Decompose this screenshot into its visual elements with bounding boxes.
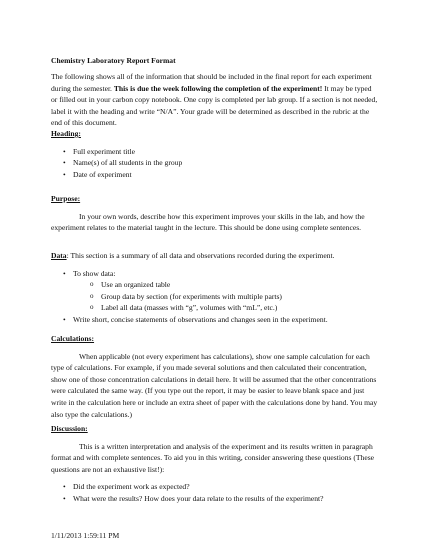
- discussion-list: [51, 481, 379, 504]
- data-intro-text: : This section is a summary of all data and observations recorded during the experiment.: [66, 251, 335, 260]
- heading-section: [51, 128, 379, 180]
- calculations-text: When applicable (not every experiment has calculations), show one sample calculation for each type of calculations. For example, if you made several solutions and then calculated their concentration, show one of those concentration calculations in detail here. It will be assumed that the other concentrations were calculated the same way. (If you type out the report, it may be easier to leave blank space and just write in the calculation here or include an extra sheet of paper with the calculations done by hand. You may also type the calculations.): [51, 351, 378, 419]
- intro-paragraph: [51, 71, 379, 129]
- data-intro: [51, 250, 379, 262]
- purpose-section: [51, 193, 379, 234]
- list-item: • Did the experiment work as expected?: [51, 481, 379, 493]
- document-title: Chemistry Laboratory Report Format: [51, 56, 176, 65]
- section-heading-heading: Heading:: [51, 129, 81, 138]
- data-list-2: [51, 314, 379, 326]
- section-heading-discussion: Discussion:: [51, 424, 88, 433]
- data-list: [51, 268, 379, 280]
- data-item-1: To show data:: [73, 268, 116, 278]
- data-section: [51, 250, 379, 326]
- list-item: • Full experiment title: [51, 146, 379, 158]
- list-item: • Write short, concise statements of observations and changes seen in the experiment.: [51, 314, 379, 326]
- data-sublist: [51, 279, 379, 314]
- intro-text-1: The following shows all of the information that should be included in the final report for each experiment during the semester.: [51, 72, 372, 93]
- sublist-item: o Group data by section (for experiments with multiple parts): [51, 291, 379, 303]
- print-timestamp: 1/11/2013 1:59:11 PM: [51, 531, 120, 540]
- discussion-section: [51, 423, 379, 505]
- section-heading-data: Data: [51, 251, 67, 260]
- list-item: • What were the results? How does your data relate to the results of the experiment?: [51, 493, 379, 505]
- intro-text-2: It may be typed or filled out in your carbon copy notebook. One copy is completed per lab group. If a section is not needed, label it with the heading and write “N/A”. Your grade will be determined as described in the rubric at the end of this document.: [51, 83, 378, 128]
- purpose-text: In your own words, describe how this experiment improves your skills in the lab, and how the experiment relates to the material taught in the lecture. This should be done using complete sentences.: [51, 211, 365, 233]
- discussion-text: This is a written interpretation and analysis of the experiment and its results written in paragraph format and with complete sentences. To aid you in this writing, consider answering these questions (These questions are not an exhaustive list!):: [51, 441, 375, 474]
- intro-emphasis: This is due the week following the completion of the experiment!: [113, 83, 323, 93]
- sublist-item: o Label all data (masses with “g”, volumes with “mL”, etc.): [51, 302, 379, 314]
- list-item: • Date of experiment: [51, 169, 379, 181]
- list-item: [51, 268, 379, 280]
- list-item: • Name(s) of all students in the group: [51, 157, 379, 169]
- calculations-section: [51, 333, 379, 420]
- section-heading-purpose: Purpose:: [51, 194, 81, 203]
- sublist-item: o Use an organized table: [51, 279, 379, 291]
- heading-list: [51, 146, 379, 181]
- section-heading-calculations: Calculations:: [51, 334, 95, 343]
